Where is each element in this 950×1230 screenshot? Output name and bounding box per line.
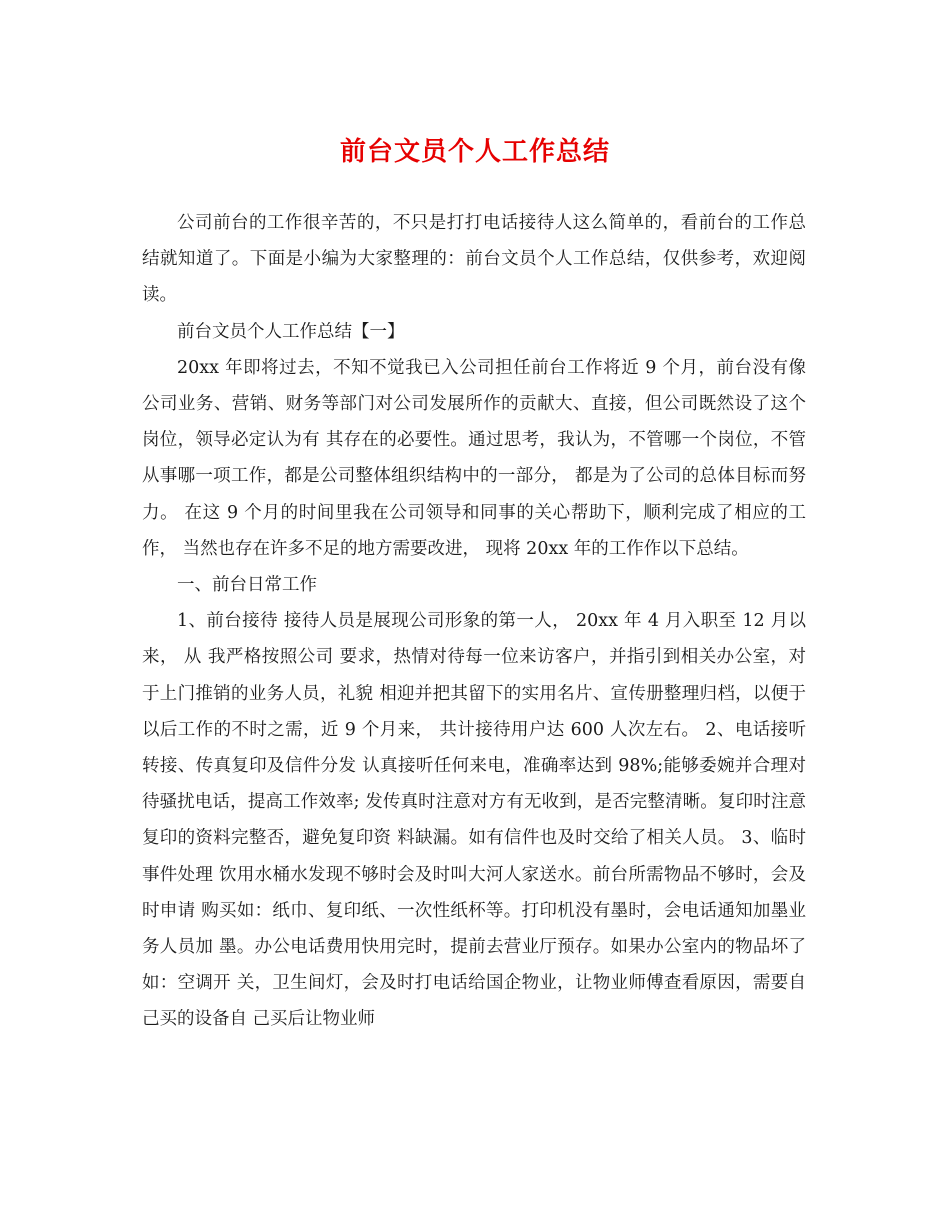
- document-title: 前台文员个人工作总结: [339, 137, 610, 167]
- section-heading-one: 前台文员个人工作总结【一】: [177, 321, 405, 342]
- document-body: [142, 205, 806, 1038]
- daily-work-paragraph: 1、前台接待 接待人员是展现公司形象的第一人， 20xx 年 4 月入职至 12 月以来， 从 我严格按照公司 要求，热情对待每一位来访客户，并指引到相关办公室，对于上门推销的业务人员，礼貌 相迎并把其留下的实用名片、宣传册整理归档，以便于以后工作的不时之需，近 9 个月来， 共计接待用户达 600 人次左右。 2、电话接听转接、传真复印及信件分发 认真接听任何来电，准确率达到 98%;能够委婉并合理对待骚扰电话，提高工作效率; 发传真时注意对方有无收到，是否完整清晰。复印时注意复印的资料完整否，避免复印资 料缺漏。如有信件也及时交给了相关人员。 3、临时事件处理 饮用水桶水发现不够时会及时叫大河人家送水。前台所需物品不够时，会及时申请 购买如：纸巾、复印纸、一次性纸杯等。打印机没有墨时，会电话通知加墨业务人员加 墨。办公电话费用快用完时，提前去营业厅预存。如果办公室内的物品坏了如：空调开 关，卫生间灯，会及时打电话给国企物业，让物业师傅查看原因，需要自己买的设备自 己买后让物业师: [142, 611, 806, 1030]
- summary-paragraph: 20xx 年即将过去，不知不觉我已入公司担任前台工作将近 9 个月，前台没有像公司业务、营销、财务等部门对公司发展所作的贡献大、直接，但公司既然设了这个岗位，领导必定认为有 其存在的必要性。通过思考，我认为，不管哪一个岗位，不管从事哪一项工作，都是公司整体组织结构中的一部分， 都是为了公司的总体目标而努力。 在这 9 个月的时间里我在公司领导和同事的关心帮助下，顺利完成了相应的工作， 当然也存在许多不足的地方需要改进， 现将 20xx 年的工作作以下总结。: [142, 357, 806, 559]
- subsection-heading-daily-work: 一、前台日常工作: [177, 575, 317, 596]
- intro-paragraph: 公司前台的工作很辛苦的，不只是打打电话接待人这么简单的，看前台的工作总结就知道了。下面是小编为大家整理的：前台文员个人工作总结，仅供参考，欢迎阅读。: [142, 213, 806, 306]
